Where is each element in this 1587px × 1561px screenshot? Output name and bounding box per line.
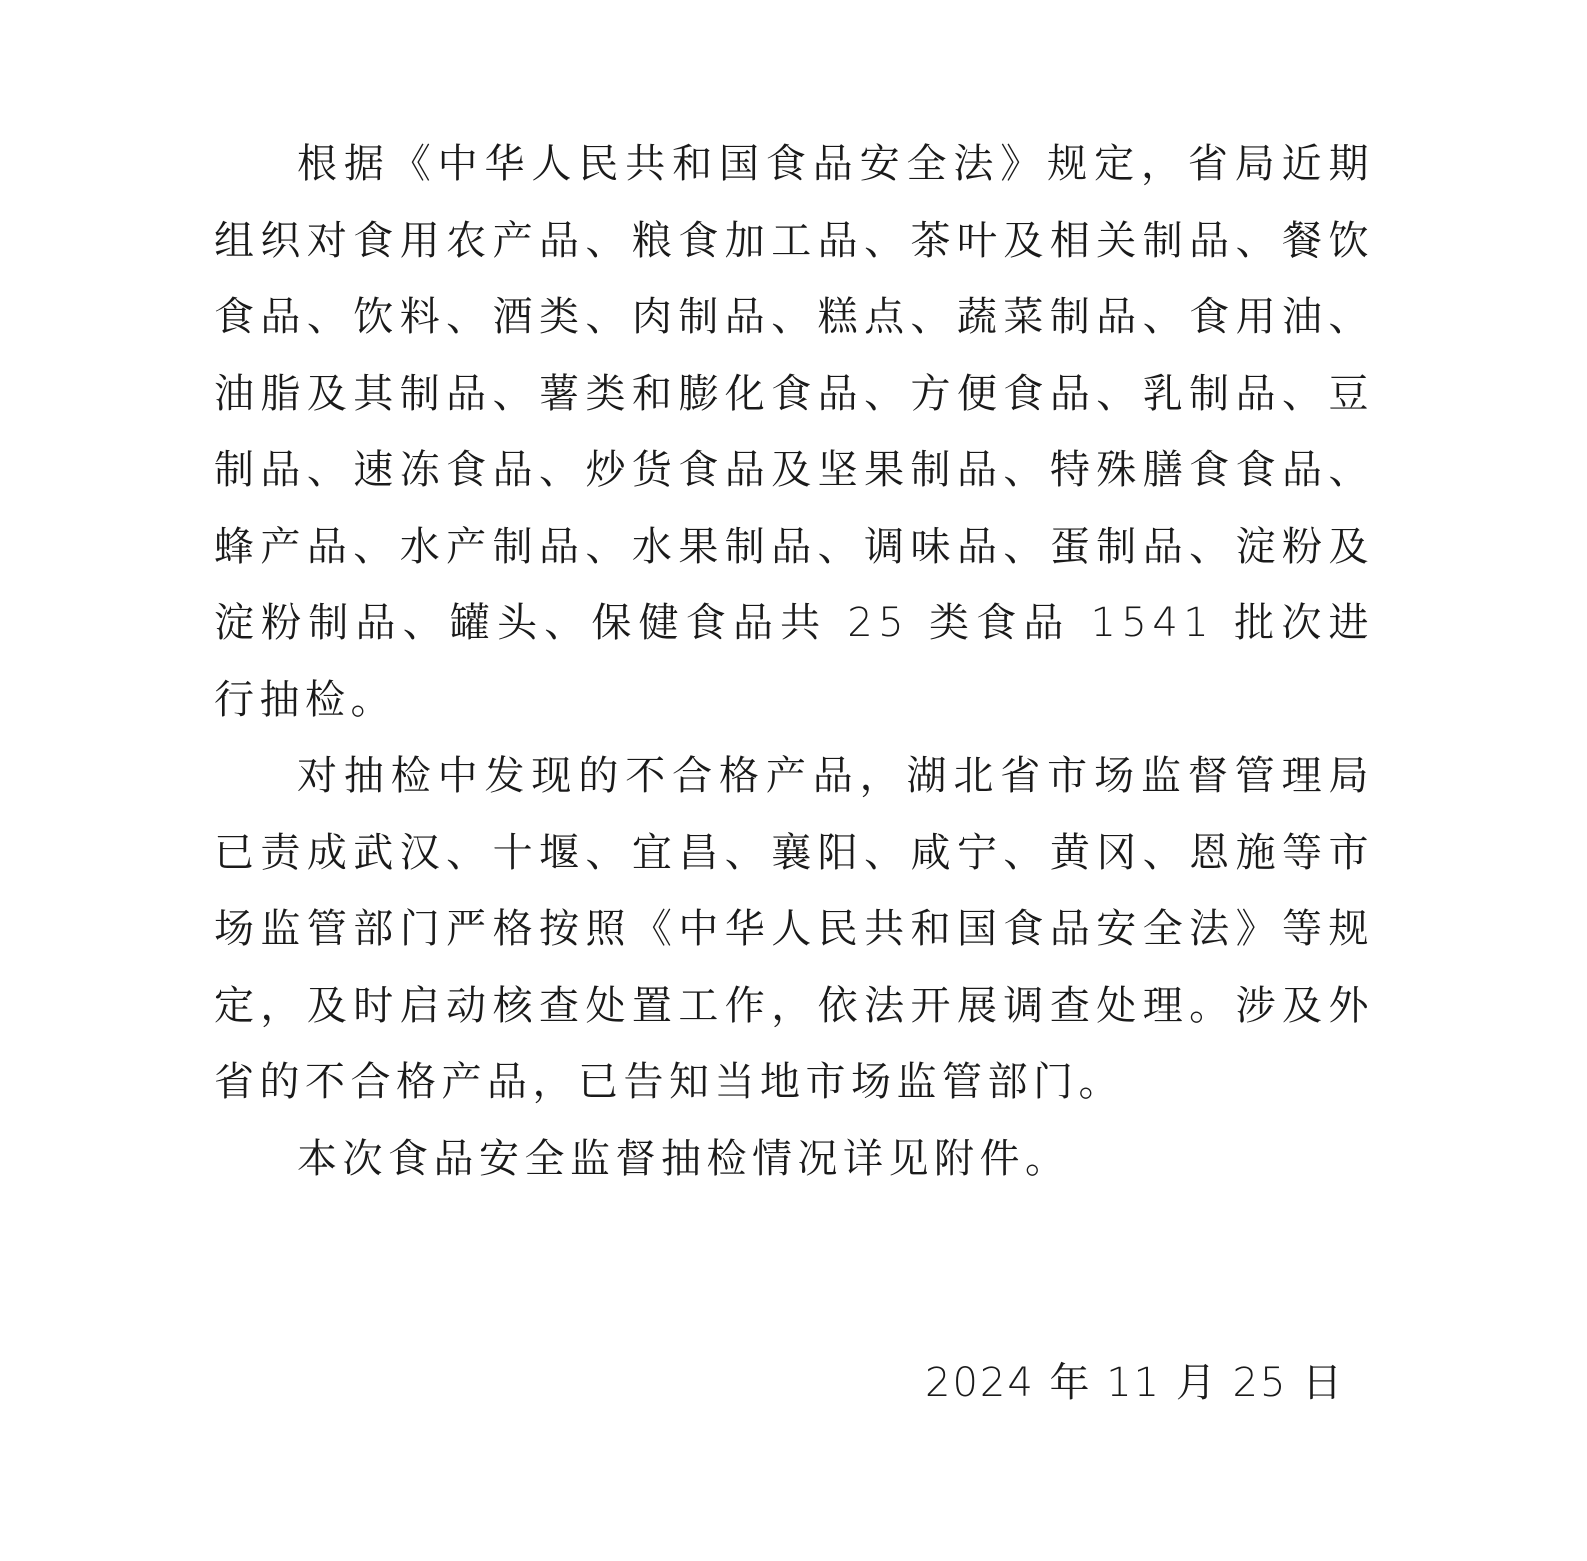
paragraph-attachment-note: 本次食品安全监督抽检情况详见附件。 [297,1135,1071,1182]
paragraph-inspection-scope: 根据《中华人民共和国食品安全法》规定，省局近期组织对食用农产品、粮食加工品、茶叶及相关制品、餐饮食品、饮料、酒类、肉制品、糕点、蔬菜制品、食用油、油脂及其制品、薯类和膨化食品、方便食品、乳制品、豆制品、速冻食品、炒货食品及坚果制品、特殊膳食食品、蜂产品、水产制品、水果制品、调味品、蛋制品、淀粉及淀粉制品、罐头、保健食品共 25 类食品 1541 批次进行抽检。 [214,141,1374,723]
paragraph-handling: 对抽检中发现的不合格产品，湖北省市场监督管理局已责成武汉、十堰、宜昌、襄阳、咸宁、黄冈、恩施等市场监管部门严格按照《中华人民共和国食品安全法》等规定，及时启动核查处置工作，依法开展调查处理。涉及外省的不合格产品，已告知当地市场监管部门。 [214,753,1374,1105]
document-body [214,126,1374,1197]
document-date: 2024 年 11 月 25 日 [925,1360,1345,1406]
